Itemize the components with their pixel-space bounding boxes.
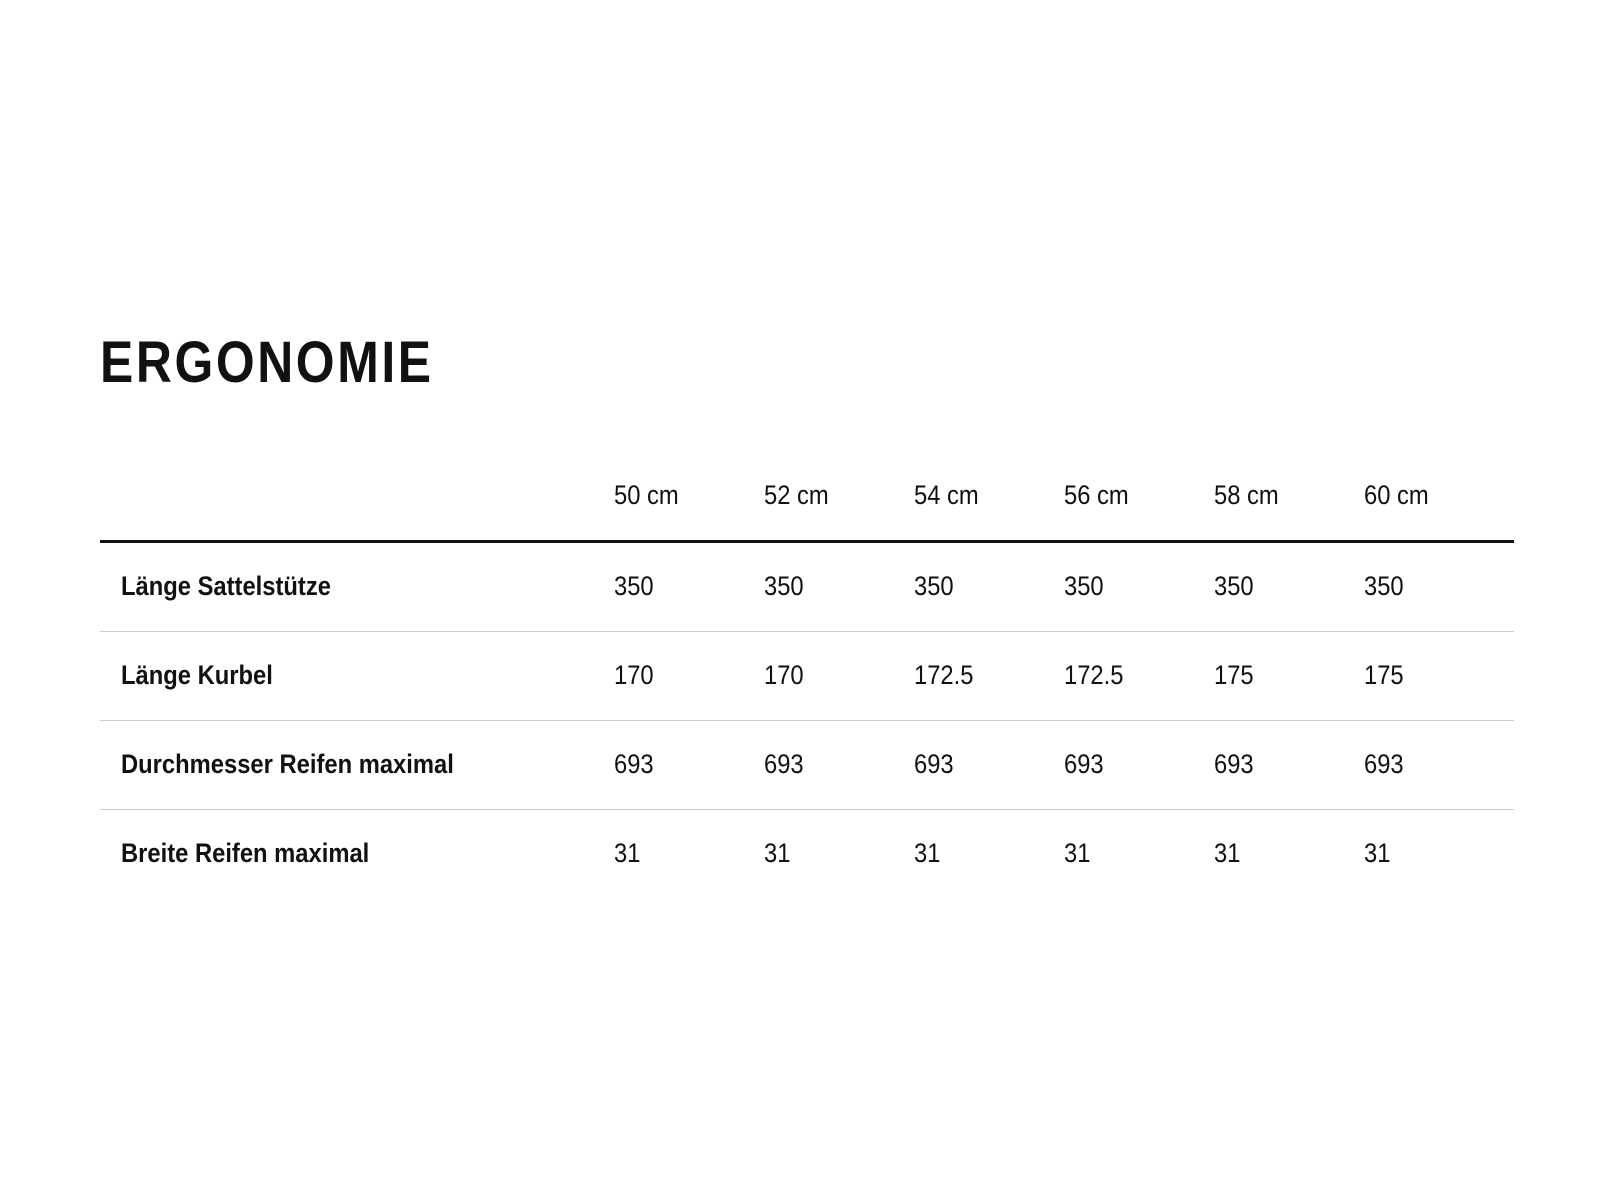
table-cell: 172.5 bbox=[914, 631, 1064, 720]
table-cell: 693 bbox=[914, 720, 1064, 809]
column-header: 56 cm bbox=[1064, 450, 1214, 541]
table-cell: 350 bbox=[914, 541, 1064, 631]
row-label: Länge Sattelstütze bbox=[100, 541, 614, 631]
table-row bbox=[100, 809, 1514, 898]
table-cell: 350 bbox=[1064, 541, 1214, 631]
table-cell: 175 bbox=[1364, 631, 1514, 720]
table-cell: 350 bbox=[764, 541, 914, 631]
table-cell: 693 bbox=[764, 720, 914, 809]
table-cell: 170 bbox=[764, 631, 914, 720]
table-cell: 350 bbox=[1214, 541, 1364, 631]
table-header-row bbox=[100, 450, 1514, 541]
column-header: 50 cm bbox=[614, 450, 764, 541]
table-row bbox=[100, 720, 1514, 809]
row-label: Länge Kurbel bbox=[100, 631, 614, 720]
row-label: Breite Reifen maximal bbox=[121, 838, 370, 868]
table-cell: 31 bbox=[914, 838, 941, 868]
column-header: 58 cm bbox=[1214, 450, 1364, 541]
table-cell: 172.5 bbox=[1064, 631, 1214, 720]
table-cell: 170 bbox=[614, 631, 764, 720]
table-cell: 693 bbox=[1214, 720, 1364, 809]
table-header-empty bbox=[100, 450, 614, 541]
column-header: 54 cm bbox=[914, 450, 1064, 541]
table-cell: 175 bbox=[1214, 631, 1364, 720]
ergonomics-table bbox=[100, 450, 1514, 898]
table-cell: 693 bbox=[1364, 720, 1514, 809]
table-cell: 350 bbox=[614, 541, 764, 631]
column-header: 60 cm bbox=[1364, 450, 1514, 541]
table-cell: 693 bbox=[614, 720, 764, 809]
page-title: ERGONOMIE bbox=[100, 330, 434, 395]
table-cell: 31 bbox=[764, 838, 791, 868]
table-row bbox=[100, 541, 1514, 631]
table-row bbox=[100, 631, 1514, 720]
table-cell: 693 bbox=[1064, 720, 1214, 809]
column-header: 52 cm bbox=[764, 450, 914, 541]
row-label: Durchmesser Reifen maximal bbox=[100, 720, 614, 809]
table-cell: 31 bbox=[1064, 838, 1091, 868]
table-cell: 350 bbox=[1364, 541, 1514, 631]
table-cell: 31 bbox=[1364, 838, 1391, 868]
table-cell: 31 bbox=[614, 838, 641, 868]
table-cell: 31 bbox=[1214, 838, 1241, 868]
